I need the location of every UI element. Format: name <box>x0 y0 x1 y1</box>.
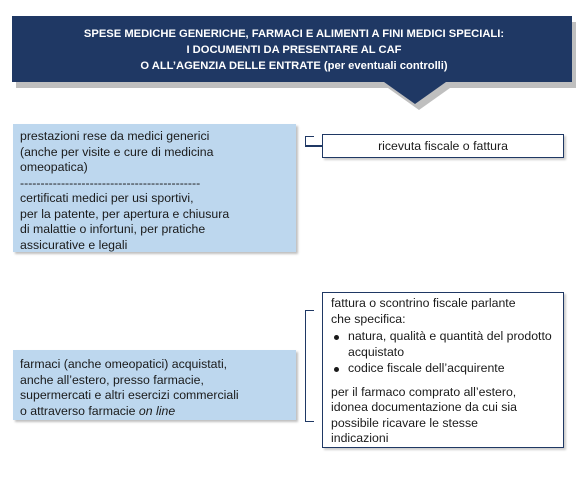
details-intro-2: che specifica: <box>331 311 406 326</box>
banner-line-2: I DOCUMENTI DA PRESENTARE AL CAF <box>186 44 402 56</box>
details-bullet-list <box>331 329 555 377</box>
medicines-box <box>13 350 296 420</box>
services-line-7: di malattie o infortuni, per pratiche <box>20 222 206 236</box>
services-line-3: omeopatica) <box>20 160 88 174</box>
details-bullet-2: codice fiscale dell’acquirente <box>331 361 555 377</box>
details-outro-3: possibile ricavare le stesse <box>331 415 478 430</box>
receipt-box <box>322 134 564 158</box>
medicines-line-3: supermercati e altri esercizi commerciali <box>20 388 239 402</box>
title-banner <box>16 26 572 74</box>
details-intro-1: fattura o scontrino fiscale parlante <box>331 296 516 310</box>
medical-services-box <box>13 124 296 252</box>
services-line-8: assicurative e legali <box>20 237 128 252</box>
medicines-line-4 <box>20 404 289 420</box>
details-outro-1: per il farmaco comprato all’estero, <box>331 384 517 399</box>
services-line-5: certificati medici per usi sportivi, <box>20 191 194 205</box>
details-outro-4: indicazioni <box>331 431 389 445</box>
connector-bracket-2 <box>305 310 314 422</box>
services-line-2: (anche per visite e cure di medicina <box>20 144 214 159</box>
details-bullet-1: natura, qualità e quantità del prodotto acquistato <box>331 329 555 360</box>
banner-line-1: SPESE MEDICHE GENERICHE, FARMACI E ALIMENTI A FINI MEDICI SPECIALI: <box>83 28 505 40</box>
medicines-line-2: anche all’estero, presso farmacie, <box>20 372 204 387</box>
services-line-6: per la patente, per apertura e chiusura <box>20 206 230 221</box>
medicines-line-4-prefix: o attraverso farmacie <box>20 403 139 418</box>
services-line-1: prestazioni rese da medici generici <box>20 129 210 143</box>
receipt-details-box <box>322 292 564 448</box>
banner-line-3: O ALL’AGENZIA DELLE ENTRATE (per eventuali controlli) <box>140 60 448 72</box>
receipt-text: ricevuta fiscale o fattura <box>378 139 508 153</box>
details-outro-2: idonea documentazione da cui sia <box>331 400 517 414</box>
connector-line-1 <box>305 145 323 147</box>
medicines-line-1: farmaci (anche omeopatici) acquistati, <box>20 357 228 371</box>
services-separator: -------------------------------------------- <box>20 175 201 190</box>
medicines-online-italic: on line <box>138 403 176 418</box>
